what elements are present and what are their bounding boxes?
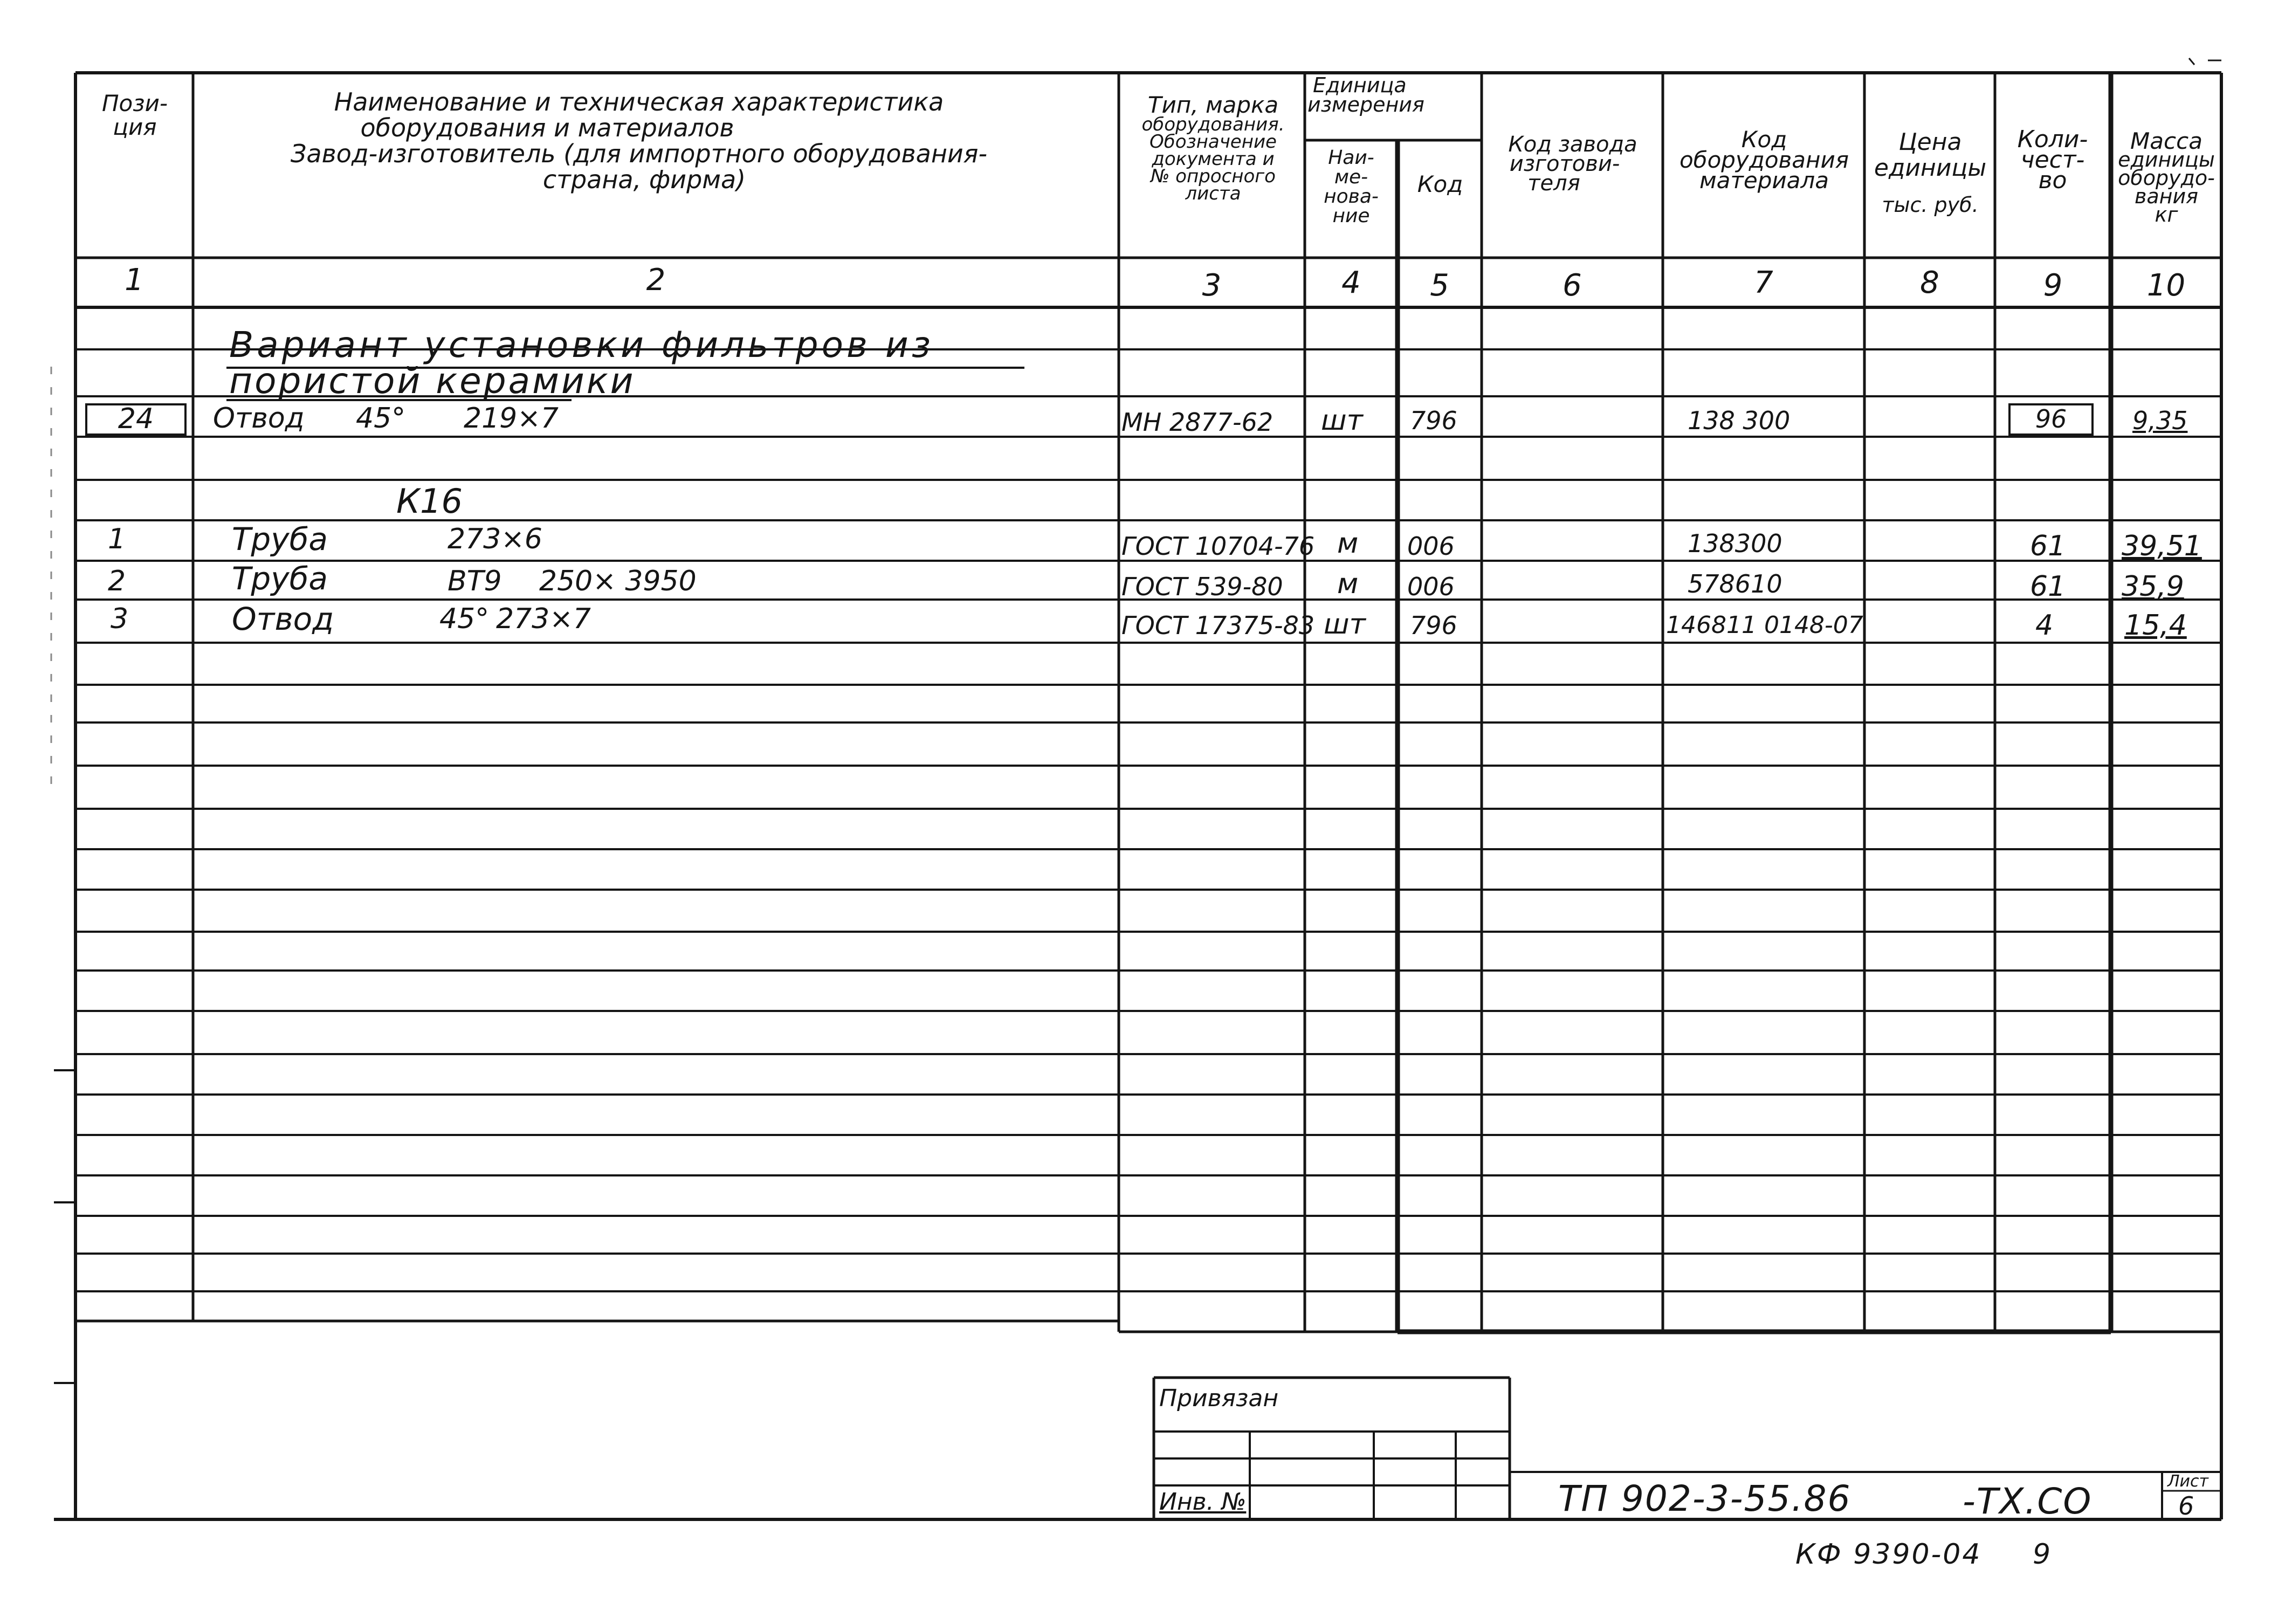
row-2-quantity: 61 (2030, 570, 2066, 603)
row-2-mass: 35,9 (2122, 570, 2184, 603)
header-position: Пози- ция (101, 90, 168, 140)
row-24-code: 796 (1410, 406, 1457, 435)
header-unit-code: Код (1417, 171, 1463, 197)
section-title-line2: пористой керамики (229, 360, 636, 402)
row-1-code: 006 (1407, 532, 1455, 561)
header-unit-group: Единица измерения (1307, 73, 1424, 116)
row-24-name: Отвод (213, 402, 305, 435)
stamp-inventory-label: Инв. № (1159, 1488, 1247, 1516)
header-unit-name: Наи- ме- нова- ние (1324, 147, 1379, 227)
row-2-doc: ГОСТ 539-80 (1121, 572, 1283, 601)
col-number-10: 10 (2146, 268, 2186, 303)
row-3-unit: шт (1324, 608, 1366, 641)
header-factory-code: Код завода изготови- теля (1508, 132, 1637, 196)
row-3-quantity: 4 (2035, 609, 2054, 642)
row-24-quantity: 96 (2008, 403, 2094, 436)
header-equipment-code: Код оборудования материала (1679, 126, 1849, 194)
col-number-5: 5 (1430, 268, 1449, 303)
row-1-position: 1 (108, 523, 126, 555)
subsection-label: К16 (396, 481, 463, 521)
col-number-9: 9 (2043, 268, 2063, 303)
row-1-equip-code: 138300 (1688, 529, 1782, 558)
header-mass: Масса единицы оборудо- вания кг (2118, 128, 2215, 226)
row-3-name: Отвод (232, 601, 334, 637)
row-2-unit: м (1337, 568, 1359, 600)
row-2-code: 006 (1407, 572, 1455, 601)
row-1-quantity: 61 (2030, 530, 2066, 562)
document-suffix: -ТХ.СО (1963, 1481, 2093, 1522)
row-2-spec2: 250× 3950 (539, 565, 697, 597)
footer-number: 9 (2033, 1538, 2051, 1571)
row-2-spec1: ВТ9 (448, 565, 502, 597)
stamp-attached-label: Привязан (1159, 1385, 1279, 1412)
row-24-equip-code: 138 300 (1688, 406, 1791, 435)
row-3-mass: 15,4 (2124, 609, 2187, 642)
col-number-8: 8 (1920, 265, 1939, 300)
sheet-number: 6 (2178, 1491, 2194, 1520)
section-title-line1: Вариант установки фильтров из (229, 324, 934, 366)
row-24-spec1: 45° (356, 402, 406, 435)
row-24-spec2: 219×7 (464, 402, 559, 435)
col-number-3: 3 (1202, 268, 1222, 303)
col-number-7: 7 (1754, 265, 1773, 300)
col-number-4: 4 (1341, 265, 1361, 300)
header-name: Наименование и техническая характеристика оборудования и материалов Завод-изготовитель (для импортного оборудования- страна, фирма) (290, 87, 988, 194)
row-3-doc: ГОСТ 17375-83 (1121, 611, 1315, 640)
row-1-unit: м (1337, 527, 1359, 560)
row-3-position: 3 (111, 603, 129, 635)
row-24-unit: шт (1321, 404, 1363, 437)
row-2-name: Труба (232, 560, 328, 597)
row-3-spec2: 273×7 (496, 603, 591, 635)
row-24-position: 24 (85, 403, 187, 436)
row-24-doc: МН 2877-62 (1121, 408, 1274, 437)
sheet-label: Лист (2167, 1472, 2209, 1491)
row-3-equip-code: 146811 0148-07 (1666, 611, 1863, 639)
footer-code: КФ 9390-04 (1795, 1538, 1982, 1571)
row-1-doc: ГОСТ 10704-76 (1121, 532, 1315, 561)
document-code: ТП 902-3-55.86 (1558, 1478, 1852, 1519)
row-1-name: Труба (232, 521, 328, 558)
row-1-mass: 39,51 (2122, 530, 2202, 562)
col-number-6: 6 (1563, 268, 1582, 303)
header-price: Цена единицы тыс. руб. (1874, 128, 1987, 217)
row-3-code: 796 (1410, 611, 1457, 640)
row-3-spec1: 45° (439, 603, 490, 635)
row-2-position: 2 (108, 565, 126, 597)
col-number-1: 1 (125, 263, 144, 298)
header-type: Тип, марка оборудования. Обозначение документа и № опросного листа (1141, 92, 1285, 204)
header-quantity: Коли- чест- во (2017, 126, 2088, 194)
col-number-2: 2 (646, 263, 666, 298)
row-24-mass: 9,35 (2132, 406, 2188, 435)
row-1-spec1: 273×6 (448, 523, 542, 555)
row-2-equip-code: 578610 (1688, 569, 1782, 598)
